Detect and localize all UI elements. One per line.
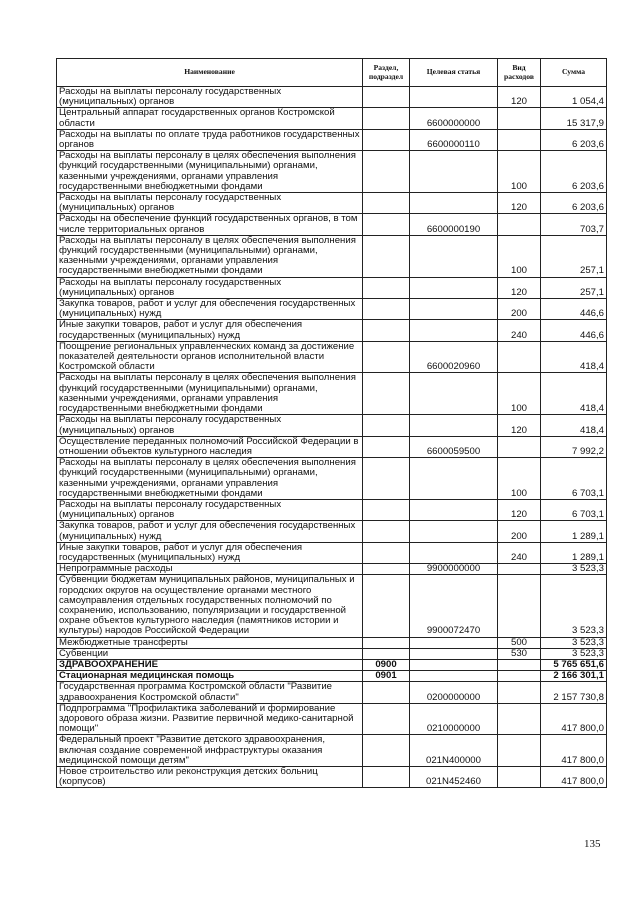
table-row — [57, 129, 607, 150]
table-row — [57, 575, 607, 637]
table-row — [57, 637, 607, 648]
row-section — [363, 521, 410, 542]
row-name: Расходы на выплаты персоналу государственных (муниципальных) органов — [57, 277, 363, 298]
row-section — [363, 767, 410, 788]
row-target-article — [410, 521, 498, 542]
row-expense-type — [498, 575, 541, 637]
row-target-article — [410, 415, 498, 436]
row-section — [363, 575, 410, 637]
row-expense-type: 200 — [498, 521, 541, 542]
row-expense-type: 120 — [498, 499, 541, 520]
row-section — [363, 299, 410, 320]
header-target-article: Целевая статья — [410, 59, 498, 87]
row-name: Центральный аппарат государственных органов Костромской области — [57, 108, 363, 129]
row-amount: 418,4 — [541, 341, 607, 373]
row-section — [363, 682, 410, 703]
budget-table — [56, 58, 607, 788]
row-section: 0901 — [363, 671, 410, 682]
row-section — [363, 341, 410, 373]
table-row — [57, 671, 607, 682]
row-amount: 257,1 — [541, 277, 607, 298]
row-target-article: 6600059500 — [410, 436, 498, 457]
table-body — [57, 87, 607, 788]
row-name: Расходы на выплаты по оплате труда работников государственных органов — [57, 129, 363, 150]
row-expense-type: 120 — [498, 415, 541, 436]
row-name: Иные закупки товаров, работ и услуг для обеспечения государственных (муниципальных) нужд — [57, 320, 363, 341]
row-amount: 6 203,6 — [541, 129, 607, 150]
row-expense-type: 500 — [498, 637, 541, 648]
row-expense-type: 120 — [498, 277, 541, 298]
row-amount: 446,6 — [541, 320, 607, 341]
row-name: Государственная программа Костромской области "Развитие здравоохранения Костромской области" — [57, 682, 363, 703]
row-amount: 1 289,1 — [541, 542, 607, 563]
row-amount: 6 203,6 — [541, 151, 607, 193]
row-amount: 5 765 651,6 — [541, 659, 607, 670]
row-amount: 417 800,0 — [541, 703, 607, 735]
row-amount: 417 800,0 — [541, 767, 607, 788]
table-row — [57, 320, 607, 341]
row-name: Федеральный проект "Развитие детского здравоохранения, включая создание современной инфраструктуры оказания медицинской помощи детям" — [57, 735, 363, 767]
table-row — [57, 87, 607, 108]
row-amount: 257,1 — [541, 235, 607, 277]
header-section: Раздел, подраздел — [363, 59, 410, 87]
table-row — [57, 415, 607, 436]
row-target-article: 6600020960 — [410, 341, 498, 373]
row-section — [363, 129, 410, 150]
row-expense-type: 530 — [498, 648, 541, 659]
row-section — [363, 542, 410, 563]
row-target-article: 021N452460 — [410, 767, 498, 788]
table-row — [57, 151, 607, 193]
row-amount: 7 992,2 — [541, 436, 607, 457]
row-expense-type — [498, 682, 541, 703]
row-section — [363, 735, 410, 767]
table-row — [57, 235, 607, 277]
row-target-article — [410, 542, 498, 563]
row-expense-type: 120 — [498, 193, 541, 214]
row-target-article — [410, 235, 498, 277]
row-amount: 703,7 — [541, 214, 607, 235]
table-row — [57, 521, 607, 542]
row-target-article: 0200000000 — [410, 682, 498, 703]
row-name: Расходы на выплаты персоналу государственных (муниципальных) органов — [57, 193, 363, 214]
row-target-article — [410, 659, 498, 670]
row-name: Расходы на выплаты персоналу государственных (муниципальных) органов — [57, 499, 363, 520]
row-name: Расходы на выплаты персоналу в целях обеспечения выполнения функций государственными (муниципальными) органами, казенными учреждениями, органами управления государственными внебюджетными фондами — [57, 235, 363, 277]
table-row — [57, 214, 607, 235]
row-expense-type: 240 — [498, 320, 541, 341]
row-name: Межбюджетные трансферты — [57, 637, 363, 648]
table-row — [57, 767, 607, 788]
row-name: Субвенции — [57, 648, 363, 659]
row-section — [363, 458, 410, 500]
row-name: Иные закупки товаров, работ и услуг для обеспечения государственных (муниципальных) нужд — [57, 542, 363, 563]
row-amount: 1 054,4 — [541, 87, 607, 108]
row-section — [363, 436, 410, 457]
row-expense-type: 100 — [498, 235, 541, 277]
row-amount: 3 523,3 — [541, 648, 607, 659]
row-expense-type — [498, 659, 541, 670]
row-amount: 1 289,1 — [541, 521, 607, 542]
row-target-article — [410, 87, 498, 108]
row-amount: 3 523,3 — [541, 575, 607, 637]
row-expense-type: 240 — [498, 542, 541, 563]
row-target-article — [410, 648, 498, 659]
row-expense-type: 100 — [498, 151, 541, 193]
row-amount: 2 157 730,8 — [541, 682, 607, 703]
row-section: 0900 — [363, 659, 410, 670]
row-section — [363, 373, 410, 415]
table-row — [57, 499, 607, 520]
row-name: Расходы на выплаты персоналу в целях обеспечения выполнения функций государственными (муниципальными) органами, казенными учреждениями, органами управления государственными внебюджетными фондами — [57, 373, 363, 415]
row-name: Субвенции бюджетам муниципальных районов, муниципальных и городских округов на осуществление органами местного самоуправления отдельных государственных полномочий по сохранению, использованию, популяризации и государственной охране объектов культурного наследия (памятников истории и культуры) народов Российской Федерации — [57, 575, 363, 637]
row-amount: 6 203,6 — [541, 193, 607, 214]
row-target-article — [410, 193, 498, 214]
header-amount: Сумма — [541, 59, 607, 87]
row-expense-type — [498, 214, 541, 235]
row-target-article: 6600000110 — [410, 129, 498, 150]
row-name: Поощрение региональных управленческих команд за достижение показателей деятельности органов исполнительной власти Костромской области — [57, 341, 363, 373]
row-target-article — [410, 151, 498, 193]
page-number: 135 — [584, 838, 601, 850]
row-target-article — [410, 671, 498, 682]
row-name: Закупка товаров, работ и услуг для обеспечения государственных (муниципальных) нужд — [57, 299, 363, 320]
row-amount: 446,6 — [541, 299, 607, 320]
row-target-article — [410, 299, 498, 320]
row-name: Новое строительство или реконструкция детских больниц (корпусов) — [57, 767, 363, 788]
row-expense-type — [498, 703, 541, 735]
row-target-article — [410, 637, 498, 648]
table-row — [57, 703, 607, 735]
row-section — [363, 193, 410, 214]
row-name: Непрограммные расходы — [57, 564, 363, 575]
table-row — [57, 542, 607, 563]
row-target-article: 0210000000 — [410, 703, 498, 735]
table-row — [57, 299, 607, 320]
row-amount: 2 166 301,1 — [541, 671, 607, 682]
row-expense-type — [498, 436, 541, 457]
row-section — [363, 320, 410, 341]
row-name: Осуществление переданных полномочий Российской Федерации в отношении объектов культурного наследия — [57, 436, 363, 457]
table-row — [57, 373, 607, 415]
row-section — [363, 277, 410, 298]
row-expense-type — [498, 767, 541, 788]
table-row — [57, 341, 607, 373]
row-expense-type: 200 — [498, 299, 541, 320]
row-expense-type — [498, 108, 541, 129]
row-section — [363, 415, 410, 436]
row-target-article — [410, 320, 498, 341]
row-amount: 3 523,3 — [541, 637, 607, 648]
table-row — [57, 564, 607, 575]
row-amount: 15 317,9 — [541, 108, 607, 129]
table-row — [57, 193, 607, 214]
table-row — [57, 277, 607, 298]
row-amount: 6 703,1 — [541, 458, 607, 500]
row-expense-type — [498, 735, 541, 767]
row-expense-type — [498, 341, 541, 373]
table-row — [57, 659, 607, 670]
row-expense-type: 100 — [498, 373, 541, 415]
table-row — [57, 108, 607, 129]
row-name: Расходы на выплаты персоналу государственных (муниципальных) органов — [57, 415, 363, 436]
row-name: ЗДРАВООХРАНЕНИЕ — [57, 659, 363, 670]
row-section — [363, 87, 410, 108]
row-section — [363, 235, 410, 277]
row-name: Расходы на выплаты персоналу государственных (муниципальных) органов — [57, 87, 363, 108]
row-name: Расходы на выплаты персоналу в целях обеспечения выполнения функций государственными (муниципальными) органами, казенными учреждениями, органами управления государственными внебюджетными фондами — [57, 458, 363, 500]
row-section — [363, 151, 410, 193]
row-amount: 6 703,1 — [541, 499, 607, 520]
row-section — [363, 564, 410, 575]
row-expense-type — [498, 671, 541, 682]
row-expense-type — [498, 129, 541, 150]
table-header-row — [57, 59, 607, 87]
row-name: Закупка товаров, работ и услуг для обеспечения государственных (муниципальных) нужд — [57, 521, 363, 542]
row-name: Расходы на обеспечение функций государственных органов, в том числе территориальных органов — [57, 214, 363, 235]
header-expense-type: Вид расходов — [498, 59, 541, 87]
header-name: Наименование — [57, 59, 363, 87]
row-name: Расходы на выплаты персоналу в целях обеспечения выполнения функций государственными (муниципальными) органами, казенными учреждениями, органами управления государственными внебюджетными фондами — [57, 151, 363, 193]
row-section — [363, 637, 410, 648]
row-target-article — [410, 458, 498, 500]
row-target-article — [410, 373, 498, 415]
row-section — [363, 703, 410, 735]
row-section — [363, 499, 410, 520]
row-amount: 418,4 — [541, 415, 607, 436]
row-amount: 417 800,0 — [541, 735, 607, 767]
row-amount: 418,4 — [541, 373, 607, 415]
row-section — [363, 214, 410, 235]
row-target-article: 021N400000 — [410, 735, 498, 767]
table-row — [57, 648, 607, 659]
row-target-article — [410, 277, 498, 298]
table-row — [57, 735, 607, 767]
row-target-article: 6600000000 — [410, 108, 498, 129]
row-name: Стационарная медицинская помощь — [57, 671, 363, 682]
row-target-article: 9900000000 — [410, 564, 498, 575]
row-target-article: 6600000190 — [410, 214, 498, 235]
row-name: Подпрограмма "Профилактика заболеваний и формирование здорового образа жизни. Развитие первичной медико-санитарной помощи" — [57, 703, 363, 735]
row-expense-type: 100 — [498, 458, 541, 500]
table-row — [57, 436, 607, 457]
row-expense-type: 120 — [498, 87, 541, 108]
row-target-article: 9900072470 — [410, 575, 498, 637]
row-target-article — [410, 499, 498, 520]
table-row — [57, 682, 607, 703]
row-section — [363, 648, 410, 659]
row-amount: 3 523,3 — [541, 564, 607, 575]
row-section — [363, 108, 410, 129]
row-expense-type — [498, 564, 541, 575]
table-row — [57, 458, 607, 500]
